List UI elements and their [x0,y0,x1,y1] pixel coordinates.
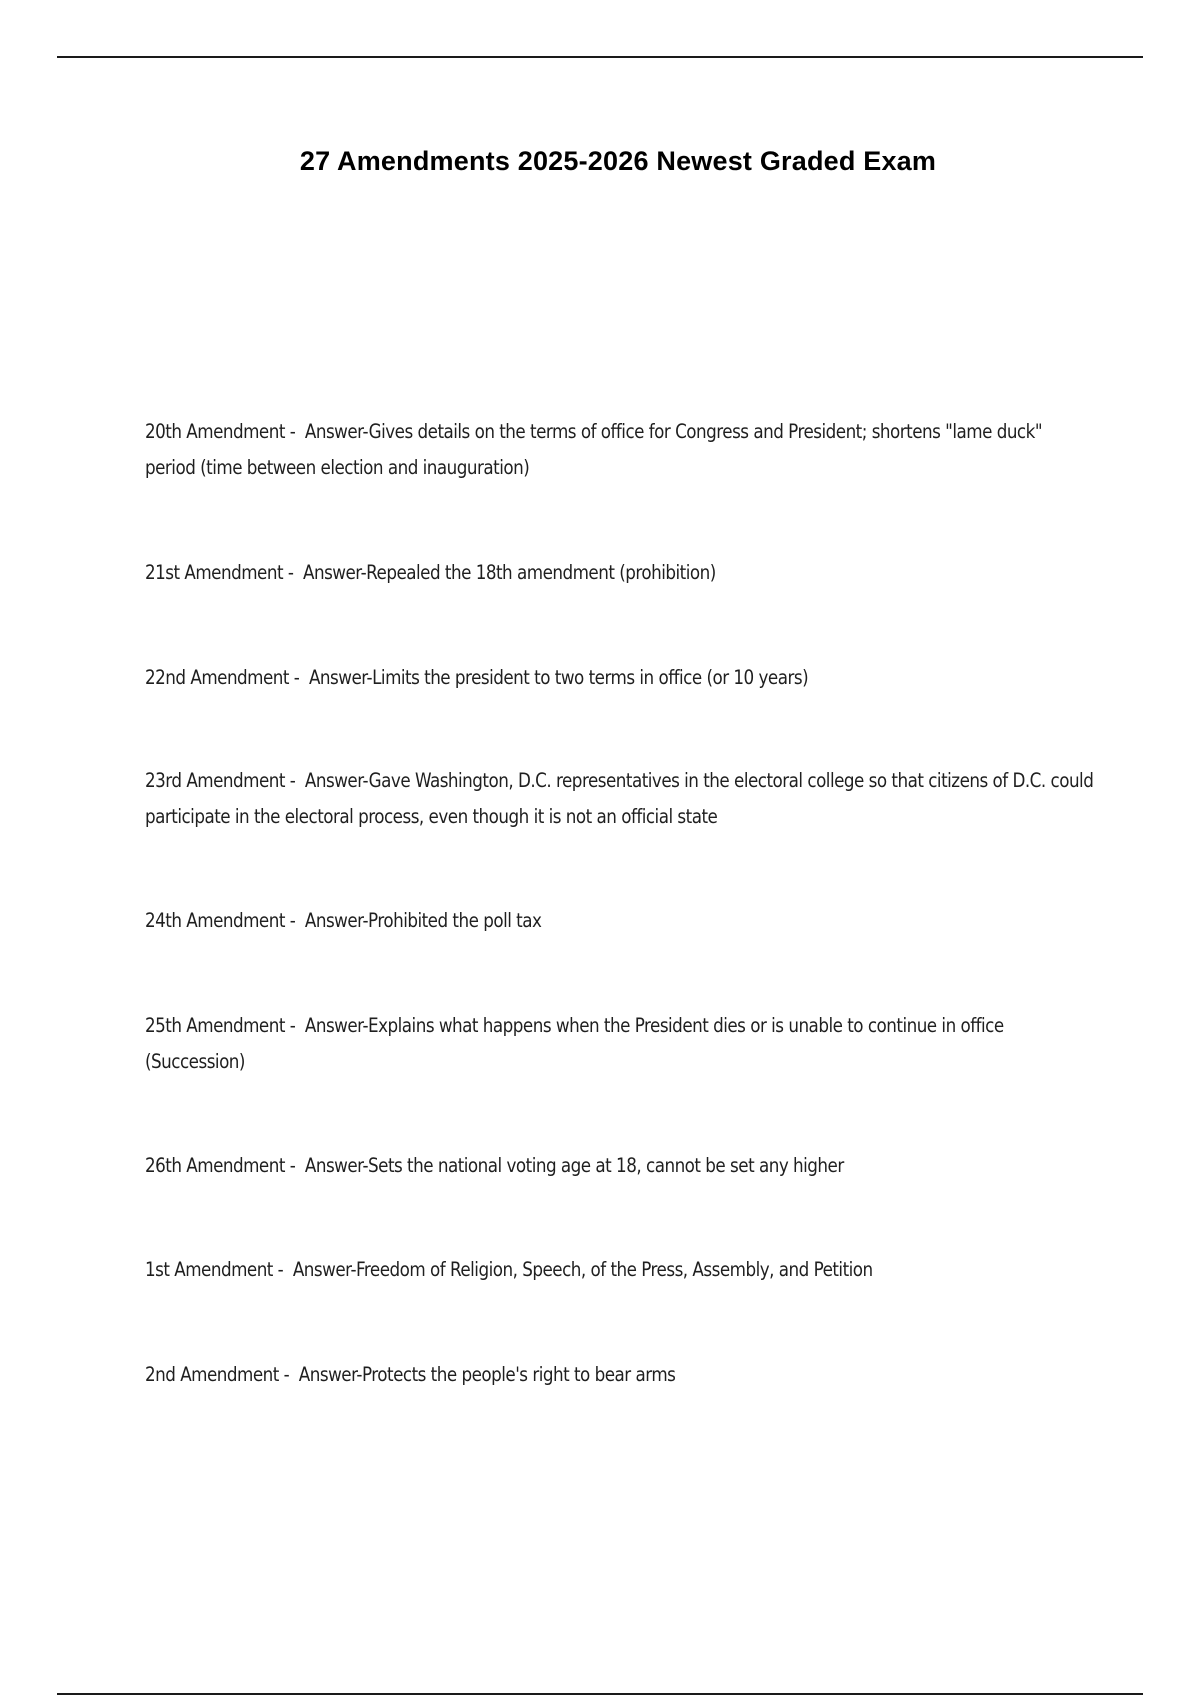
item-answer: Gave Washington, D.C. representatives in the electoral college so that citizens of D.C. could participate in the electoral process, even though it is not an official state [145,769,1094,828]
item-separator: - [272,1258,293,1281]
list-item [145,1252,1095,1288]
list-item [145,1008,1095,1080]
item-term: 1st Amendment [145,1258,273,1281]
list-item [145,555,1095,591]
item-answer: Explains what happens when the President dies or is unable to continue in office (Succession) [145,1014,1004,1073]
item-answer-prefix: Answer- [304,909,369,932]
item-term: 24th Amendment [145,909,285,932]
item-separator: - [284,420,305,443]
item-term: 23rd Amendment [145,769,285,792]
item-answer: Sets the national voting age at 18, cannot be set any higher [368,1154,844,1177]
list-item [145,1357,1095,1393]
item-answer-prefix: Answer- [304,420,369,443]
list-item [145,903,1095,939]
item-answer: Freedom of Religion, Speech, of the Press, Assembly, and Petition [355,1258,873,1281]
list-item [145,414,1095,486]
page-title: 27 Amendments 2025-2026 Newest Graded Exam [299,146,937,176]
bottom-divider [57,1693,1143,1695]
item-term: 20th Amendment [145,420,285,443]
item-answer-prefix: Answer- [304,1154,369,1177]
item-term: 26th Amendment [145,1154,285,1177]
item-answer-prefix: Answer- [292,1258,356,1281]
item-separator: - [284,769,305,792]
item-answer-prefix: Answer- [302,561,367,584]
item-separator: - [284,909,305,932]
item-answer-prefix: Answer- [304,769,369,792]
item-separator: - [283,561,303,584]
item-answer: Protects the people's right to bear arms [361,1363,676,1386]
item-separator: - [284,1014,305,1037]
item-term: 2nd Amendment [145,1363,279,1386]
item-term: 22nd Amendment [145,666,289,689]
list-item [145,1148,1095,1184]
item-answer-prefix: Answer- [298,1363,362,1386]
item-answer: Limits the president to two terms in office (or 10 years) [372,666,809,689]
list-item [145,660,1095,696]
item-separator: - [288,666,309,689]
item-answer: Gives details on the terms of office for Congress and President; shortens "lame duck" period (time between election and inauguration) [145,420,1043,479]
item-separator: - [284,1154,305,1177]
item-answer-prefix: Answer- [304,1014,369,1037]
item-answer: Prohibited the poll tax [368,909,542,932]
top-divider [57,56,1143,58]
item-separator: - [278,1363,299,1386]
list-item [145,763,1095,835]
item-term: 21st Amendment [145,561,284,584]
item-answer: Repealed the 18th amendment (prohibition) [366,561,716,584]
item-term: 25th Amendment [145,1014,285,1037]
item-answer-prefix: Answer- [308,666,373,689]
